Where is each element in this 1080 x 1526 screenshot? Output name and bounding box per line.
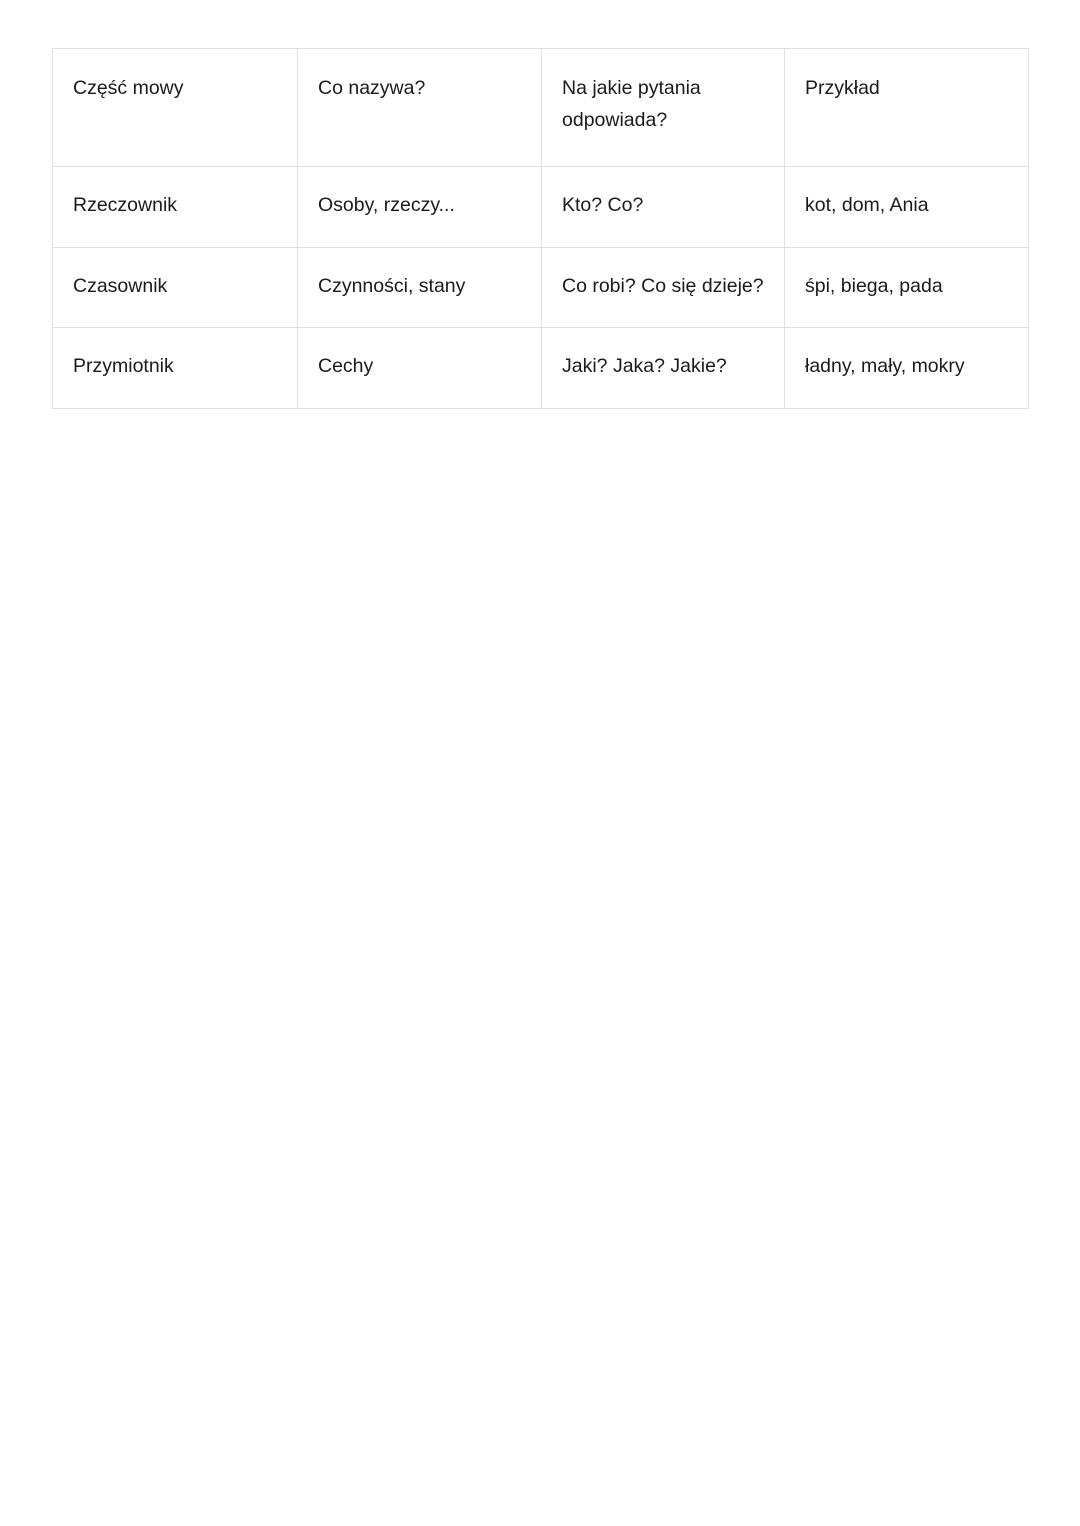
cell-text: Co robi? Co się dzieje? <box>562 274 764 297</box>
cell-text: Osoby, rzeczy... <box>318 194 455 217</box>
column-header-names <box>298 49 542 167</box>
column-header-label: Na jakie pytania odpowiada? <box>562 77 701 131</box>
cell-examples <box>785 247 1029 328</box>
cell-text: Kto? Co? <box>562 194 644 217</box>
column-header-part-of-speech <box>53 49 298 167</box>
cell-names <box>298 167 542 248</box>
column-header-questions <box>542 49 785 167</box>
cell-names <box>298 328 542 409</box>
cell-text: Cechy <box>318 355 374 378</box>
cell-part-of-speech <box>53 247 298 328</box>
cell-text: Czynności, stany <box>318 274 466 297</box>
cell-names <box>298 247 542 328</box>
table-body <box>53 167 1029 409</box>
table-row <box>53 247 1029 328</box>
cell-questions <box>542 167 785 248</box>
column-header-label: Część mowy <box>73 77 184 99</box>
cell-text: ładny, mały, mokry <box>805 355 965 378</box>
cell-examples <box>785 167 1029 248</box>
cell-text: Czasownik <box>73 274 168 297</box>
cell-text: śpi, biega, pada <box>805 274 943 297</box>
table-header <box>53 49 1029 167</box>
column-header-examples <box>785 49 1029 167</box>
cell-examples <box>785 328 1029 409</box>
cell-text: Przymiotnik <box>73 355 174 378</box>
table-row <box>53 167 1029 248</box>
parts-of-speech-table <box>52 48 1029 409</box>
table-header-row <box>53 49 1029 167</box>
column-header-label: Przykład <box>805 77 880 99</box>
cell-part-of-speech <box>53 328 298 409</box>
cell-questions <box>542 328 785 409</box>
cell-part-of-speech <box>53 167 298 248</box>
cell-questions <box>542 247 785 328</box>
cell-text: kot, dom, Ania <box>805 194 929 217</box>
table-row <box>53 328 1029 409</box>
column-header-label: Co nazywa? <box>318 77 426 99</box>
cell-text: Jaki? Jaka? Jakie? <box>562 355 727 378</box>
cell-text: Rzeczownik <box>73 194 178 217</box>
